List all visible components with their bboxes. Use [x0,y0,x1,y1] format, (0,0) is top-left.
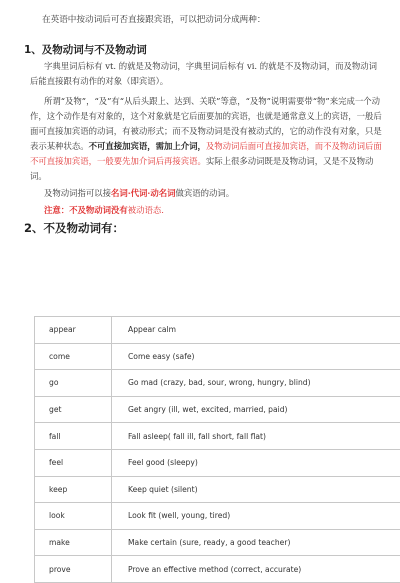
verb-cell: feel [35,449,112,476]
paragraph-dictionary [30,59,382,89]
note-text: 被动语态. [128,205,164,215]
verb-cell: prove [35,556,112,583]
section-1-heading: 1、及物动词与不及物动词 [24,42,147,57]
verb-cell: appear [35,317,112,344]
table-row [35,396,400,423]
note-label: 注意：不及物动词没有 [44,205,128,215]
example-cell: Get angry (ill, wet, excited, married, paid) [112,396,400,423]
example-cell: Appear calm [112,317,400,344]
verb-cell: make [35,529,112,556]
section-2-heading: 2、不及物动词有： [24,220,124,236]
verb-cell: fall [35,423,112,450]
verb-cell: look [35,503,112,530]
paragraph-dictionary-text: 字典里词后标有 vt. 的就是及物动词，字典里词后标有 vi. 的就是不及物动词，而及物动词后能直接跟有动作的对象（即宾语）。 [30,61,377,86]
example-cell: Prove an effective method (correct, accurate) [112,556,400,583]
example-cell: Look fit (well, young, tired) [112,503,400,530]
verb-cell: get [35,396,112,423]
example-cell: Go mad (crazy, bad, sour, wrong, hungry, blind) [112,370,400,397]
verb-cell: go [35,370,112,397]
definition-text-d: 实际上很多动词既是及物动词，又是不及物动词。 [30,156,373,181]
table-row [35,529,400,556]
table-row [35,503,400,530]
object-types-text-a: 及物动词指可以接 [44,188,111,198]
example-cell: Come easy (safe) [112,343,400,370]
intro-text: 在英语中按动词后可否直接跟宾语，可以把动词分成两种： [42,14,382,26]
table-row [35,476,400,503]
verb-cell: keep [35,476,112,503]
table-row [35,449,400,476]
table-row [35,343,400,370]
table-row [35,317,400,344]
example-cell: Feel good (sleepy) [112,449,400,476]
table-row [35,370,400,397]
paragraph-object-types [30,186,382,201]
object-types-highlight: 名词·代词·动名词 [111,188,175,198]
definition-text-a: 所谓“及物”，“及”有“从后头跟上、达到、关联”等意，“及物”说明需要带“物”来完成一个动作，这个动作是有对象的，这个对象就是它后面要加的宾语，也就是通常意义上的宾语，一般后面可直接加宾语的动词，有被动形式；而不及物动词是没有被动式的，它的动作没有对象，只是表示某种状态。 [30,96,382,151]
paragraph-note [30,203,382,218]
verb-cell: come [35,343,112,370]
paragraph-definition [30,94,382,184]
definition-text-red: 及物动词后面可直接加宾语，而不及物动词后面不可直接加宾语，一般要先加介词后再接宾语。 [30,141,382,166]
definition-text-b: 不可直接加宾语，需加上介词， [89,141,206,151]
example-cell: Make certain (sure, ready, a good teacher) [112,529,400,556]
object-types-text-c: 做宾语的动词。 [175,188,234,198]
example-cell: Fall asleep( fall ill, fall short, fall flat) [112,423,400,450]
table-row [35,423,400,450]
example-cell: Keep quiet (silent) [112,476,400,503]
intransitive-verb-table [34,316,400,583]
table-row [35,556,400,583]
